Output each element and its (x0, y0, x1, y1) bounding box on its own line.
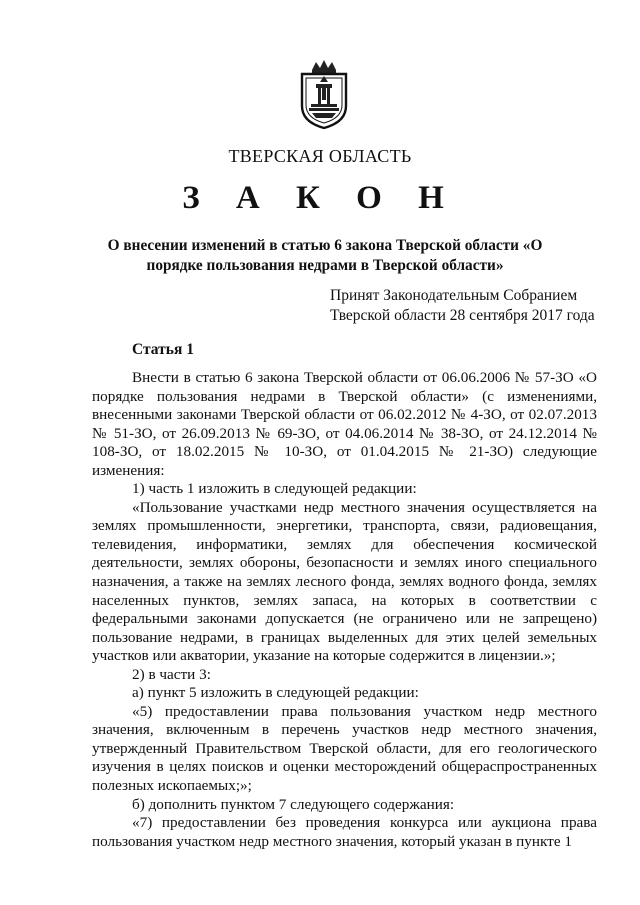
document-type-title: З А К О Н (182, 180, 458, 216)
paragraph-quote-part-1: «Пользование участками недр местного значения осуществляется на землях промышленности, энергетики, транспорта, связи, радиовещания, телевидения, информатики, землях для обеспечения космической деятельности, землях обороны, безопасности и землях иного специального назначения, а также на землях лесного фонда, землях водного фонда, землях населенных пунктов, землях запаса, на которых в соответствии с федеральными законами допускается (не ограничено или не запрещено) пользование недрами, в границах выделенных для этих целей земельных участков или акватории, указание на которые содержится в лицензии.»; (92, 498, 597, 665)
paragraph-item-2: 2) в части 3: (132, 665, 211, 683)
coat-of-arms-icon (298, 58, 350, 130)
paragraph-quote-point-5: «5) предоставлении права пользования участком недр местного значения, включенным в перечень участков недр местного значения, утвержденный Правительством Тверской области, для его геологического изучения в целях поисков и оценки месторождений общераспространенных полезных ископаемых;»; (92, 702, 597, 795)
adoption-line-1: Принят Законодательным Собранием (330, 287, 578, 304)
paragraph-item-1: 1) часть 1 изложить в следующей редакции: (132, 480, 417, 498)
law-subject-title: О внесении изменений в статью 6 закона Тверской области «О порядке пользования недрами в Тверской области» (107, 237, 543, 274)
article-heading: Статья 1 (132, 341, 194, 358)
adoption-note (330, 286, 630, 325)
paragraph-item-2a: а) пункт 5 изложить в следующей редакции: (132, 684, 419, 702)
paragraph-item-2b: б) дополнить пунктом 7 следующего содержания: (132, 795, 455, 813)
paragraph-intro: Внести в статью 6 закона Тверской области от 06.06.2006 № 57-ЗО «О порядке пользования недрами в Тверской области» (с изменениями, внесенными законами Тверской области от 06.02.2012 № 4-ЗО, от 02.07.2013 № 51-ЗО, от 26.09.2013 № 69-ЗО, от 04.06.2014 № 38-ЗО, от 24.12.2014 № 108-ЗО, от 18.02.2015 № 10-ЗО, от 01.04.2015 № 21-ЗО) следующие изменения: (92, 369, 597, 479)
adoption-line-2: Тверской области 28 сентября 2017 года (330, 306, 595, 324)
region-name: ТВЕРСКАЯ ОБЛАСТЬ (228, 146, 412, 166)
paragraph-quote-point-7: «7) предоставлении без проведения конкурса или аукциона права пользования участком недр местного значения, который указан в пункте 1 (92, 814, 597, 850)
article-body (92, 369, 597, 851)
